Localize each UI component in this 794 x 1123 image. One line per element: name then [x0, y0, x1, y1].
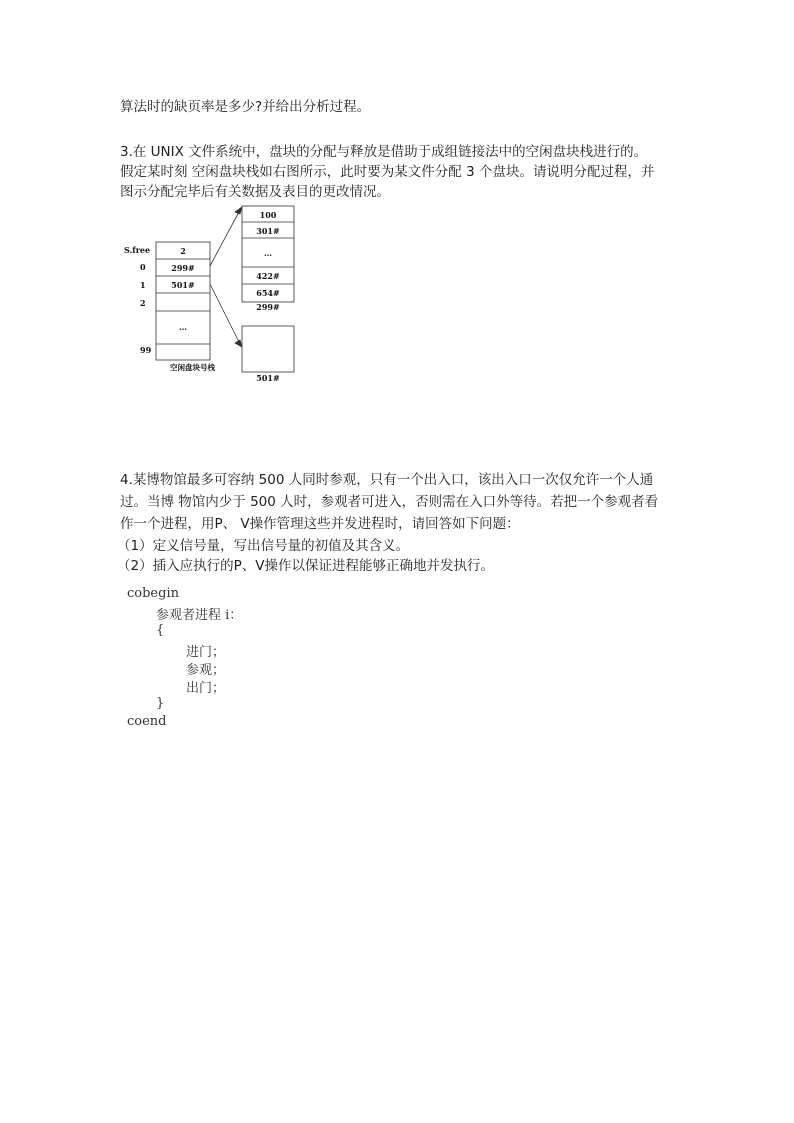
arrow-to-299: [210, 210, 240, 266]
free-block-stack: [156, 242, 210, 360]
question-4-line-1: 4.某博物馆最多可容纳 500 人同时参观，只有一个出入口，该出入口一次仅允许一个人通: [120, 472, 654, 488]
question-3-line-2: 假定某时刻 空闲盘块栈如右图所示，此时要为某文件分配 3 个盘块。请说明分配过程，并: [120, 164, 655, 180]
code-close-brace: }: [156, 696, 165, 711]
index-label-0: 0: [140, 262, 146, 272]
question-2-tail: 算法时的缺页率是多少?并给出分析过程。: [120, 99, 371, 115]
block-501-caption: 501#: [256, 373, 280, 383]
stack-cell-ellipsis: …: [179, 322, 187, 332]
question-3-line-3: 图示分配完毕后有关数据及表目的更改情况。: [120, 184, 390, 200]
index-label-2: 2: [140, 298, 146, 308]
question-4-line-3: 作一个进程，用P、 V操作管理这些并发进程时，请回答如下问题：: [120, 516, 520, 532]
block-cell-654: 654#: [256, 288, 280, 298]
block-299-caption: 299#: [256, 302, 280, 312]
code-stmt-enter: 进门；: [186, 645, 226, 660]
arrowhead-to-299: [235, 207, 242, 214]
code-process-header: 参观者进程 i：: [156, 608, 243, 623]
index-label-1: 1: [140, 280, 146, 290]
free-block-stack-diagram: [118, 204, 308, 384]
block-501: [242, 326, 294, 372]
stack-cell-1: 501#: [171, 280, 195, 290]
code-cobegin: cobegin: [127, 586, 179, 601]
sfree-label: S.free: [124, 245, 151, 255]
code-stmt-visit: 参观；: [186, 663, 226, 678]
stack-cell-0: 299#: [171, 263, 195, 273]
code-stmt-exit: 出门；: [186, 681, 226, 696]
stack-caption: 空闲盘块号栈: [170, 363, 215, 372]
stack-cell-sfree: 2: [180, 246, 186, 256]
question-4-sub-2: （2）插入应执行的P、V操作以保证进程能够正确地并发执行。: [117, 558, 494, 574]
code-block: [118, 584, 258, 734]
index-label-99: 99: [140, 345, 152, 355]
arrowhead-to-501: [235, 340, 242, 347]
question-4-line-2: 过。当博 物馆内少于 500 人时，参观者可进入，否则需在入口外等待。若把一个参观者看: [120, 494, 659, 510]
block-cell-422: 422#: [256, 271, 280, 281]
question-4-sub-1: （1）定义信号量，写出信号量的初值及其含义。: [117, 538, 410, 554]
block-cell-count: 100: [259, 210, 277, 220]
block-cell-301: 301#: [256, 226, 280, 236]
question-3-line-1: 3.在 UNIX 文件系统中，盘块的分配与释放是借助于成组链接法中的空闲盘块栈进行的。: [120, 144, 648, 160]
code-open-brace: {: [156, 623, 165, 638]
block-cell-ellipsis: …: [264, 248, 272, 258]
arrow-to-501: [210, 284, 240, 344]
code-coend: coend: [127, 714, 167, 729]
